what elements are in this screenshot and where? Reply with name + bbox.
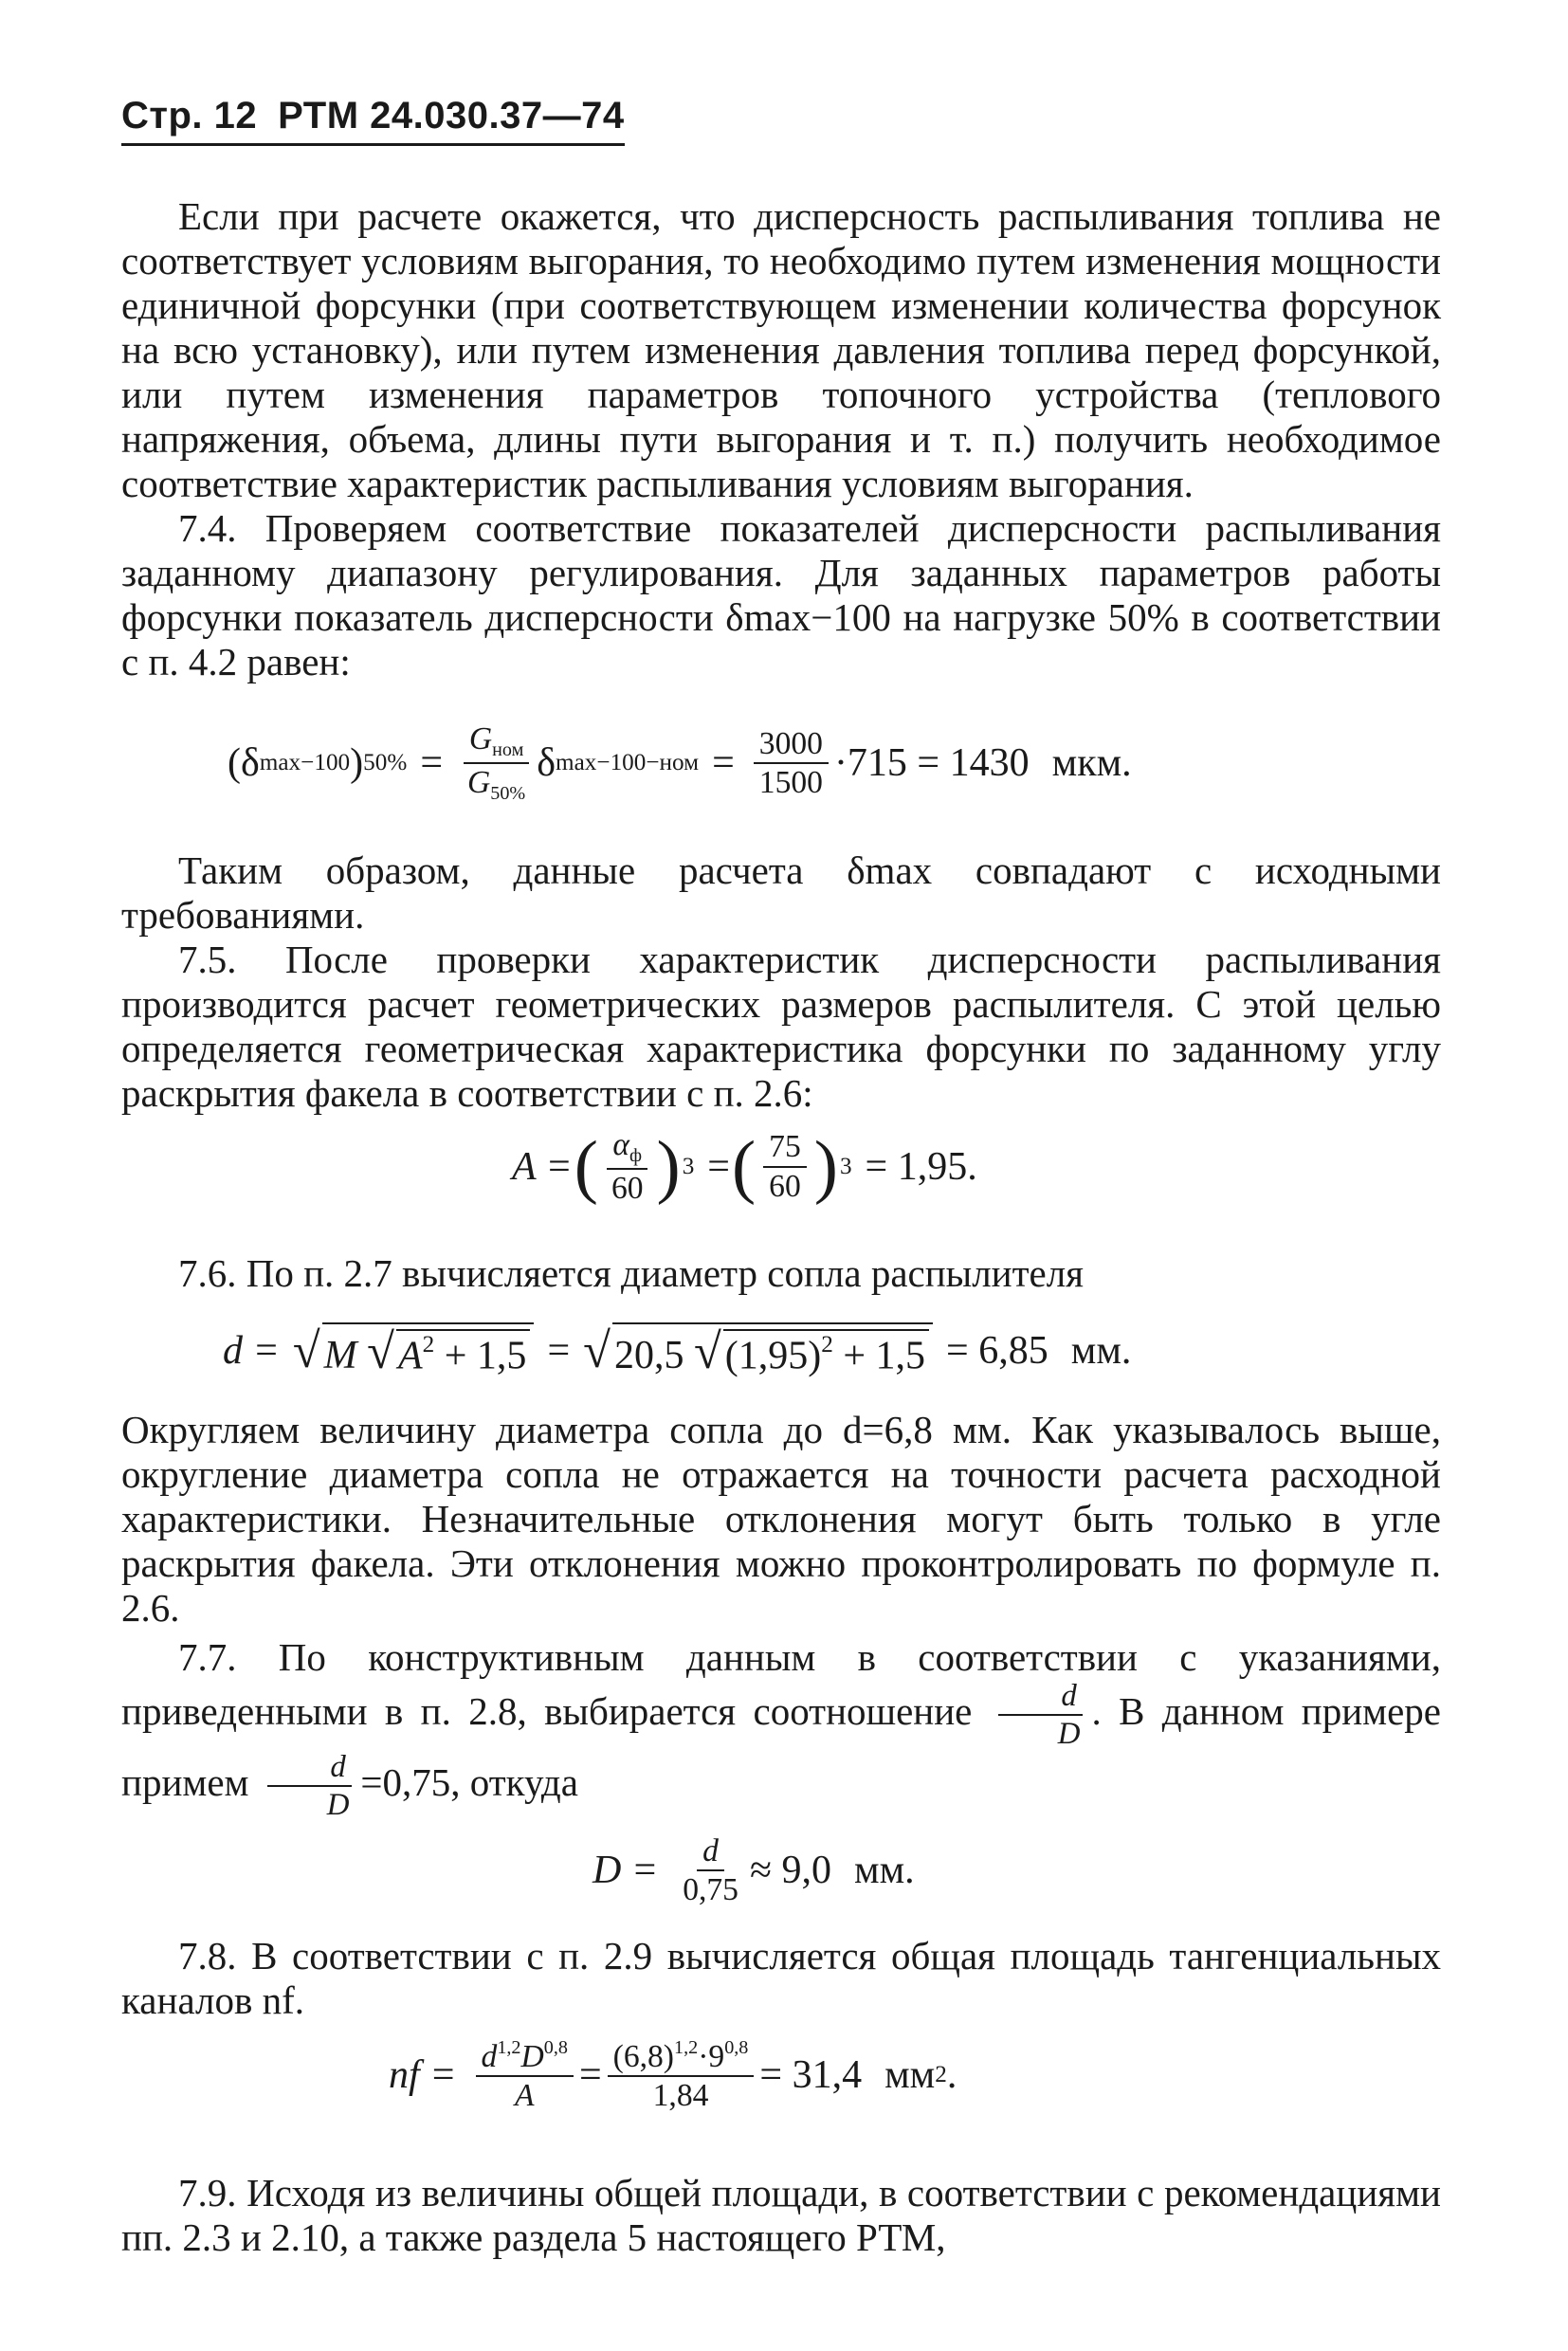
fraction-d-D-over-A: $\frac{d^{1,2}D^{0,8}}{A}$ — [476, 2038, 574, 2113]
fraction-g-ratio: $\frac{G_{ном}}{G_{50\%}}$ — [462, 722, 531, 804]
formula-delta-50: (δ max−100 ) 50% = $\frac{G_{ном}}{G_{50\%}}$ δ max−100−ном = $\frac{3000}{1500}$ ·715 = 1430 мкм. — [228, 721, 1132, 805]
document-code: РТМ 24.030.37—74 — [278, 95, 625, 137]
formula-tangential-channels-area: nf = $\frac{d^{1,2}D^{0,8}}{A}$ = $\frac{(6,8)^{1,2}\cdot 9^{0,8}}{1,84}$ = 31,4 мм 2 . — [389, 2037, 957, 2114]
paragraph-intro: Если при расчете окажется, что дисперсность распыливания топлива не соответствует условиям выгорания, то необходимо путем изменения мощности единичной форсунки (при соответствующем изменении количества форсунок на всю установку), или путем изменения давления топлива перед форсункой, или путем изменения параметров топочного устройства (теплового напряжения, объема, длины пути выгорания и т. п.) получить необходимое соответствие характеристик распыливания условиям выгорания. — [121, 194, 1441, 505]
paragraph-7-5: 7.5. После проверки характеристик дисперсности распыливания производится расчет геометрических размеров распылителя. С этой целью определяется геометрическая характеристика форсунки по заданному углу раскрытия факела в соответствии с п. 2.6: — [121, 938, 1441, 1115]
fraction-75-60: $\frac{75}{60}$ — [763, 1130, 807, 1203]
text-block-6 — [121, 1934, 1441, 2023]
paragraph-7-4: 7.4. Проверяем соответствие показателей дисперсности распыливания заданному диапазону регулирования. Для заданных параметров работы форсунки показатель дисперсности δmax−100 на нагрузке 50% в соответствии с п. 4.2 равен: — [121, 506, 1441, 683]
text-block-4 — [121, 1408, 1441, 1631]
formula-geometric-characteristic: A = ( $\frac{\alpha_ф}{60}$ ) 3 = ( $\frac{75}{60}$ ) 3 = 1,95. — [512, 1126, 977, 1207]
fraction-d-075: $\frac{d}{0,75}$ — [683, 1833, 738, 1908]
paragraph-7-7: 7.7. По конструктивным данным в соответствии с указаниями, приведенными в п. 2.8, выбирается соотношение $\frac{d}{D}$ . В данном примере примем $\frac{d}{D}$ =0,75, откуда — [121, 1635, 1441, 1823]
text-block-1 — [121, 194, 1441, 684]
paragraph-7-6: 7.6. По п. 2.7 вычисляется диаметр сопла распылителя — [178, 1251, 1085, 1295]
formula-outer-diameter: D = $\frac{d}{0,75}$ ≈ 9,0 мм. — [593, 1833, 915, 1908]
fraction-d-over-D: $\frac{d}{D}$ — [995, 1680, 1086, 1751]
text-block-5 — [121, 1635, 1441, 1822]
paragraph-7-4-conclusion: Таким образом, данные расчета δmax совпадают с исходными требованиями. — [121, 848, 1441, 937]
formula-nozzle-diameter: d = √ M $√A^2 + 1,5$ = √ 20,5 $√(1,95)^2 + 1,5$ = 6,85 мм. — [223, 1323, 1132, 1380]
page-number-label: Стр. 12 — [121, 95, 258, 137]
fraction-alpha-60: $\frac{\alpha_ф}{60}$ — [606, 1128, 649, 1205]
page-header — [121, 95, 625, 146]
text-block-3 — [121, 1251, 1441, 1296]
text-block-7 — [121, 2171, 1441, 2260]
paragraph-7-6-rounding: Округляем величину диаметра сопла до d=6,8 мм. Как указывалось выше, округление диаметра сопла не отражается на точности расчета расходной характеристики. Незначительные отклонения могут быть только в угле раскрытия факела. Эти отклонения можно проконтролировать по формуле п. 2.6. — [121, 1408, 1441, 1630]
text-block-2 — [121, 848, 1441, 1116]
fraction-numeric-area: $\frac{(6,8)^{1,2}\cdot 9^{0,8}}{1,84}$ — [608, 2038, 755, 2113]
paragraph-7-9: 7.9. Исходя из величины общей площади, в соответствии с рекомендациями пп. 2.3 и 2.10, а также раздела 5 настоящего РТМ, — [121, 2171, 1441, 2259]
paragraph-7-8: 7.8. В соответствии с п. 2.9 вычисляется общая площадь тангенциальных каналов nf. — [121, 1934, 1441, 2022]
fraction-3000-1500: $\frac{3000}{1500}$ — [754, 727, 829, 800]
fraction-d-over-D-example: $\frac{d}{D}$ — [264, 1751, 356, 1822]
